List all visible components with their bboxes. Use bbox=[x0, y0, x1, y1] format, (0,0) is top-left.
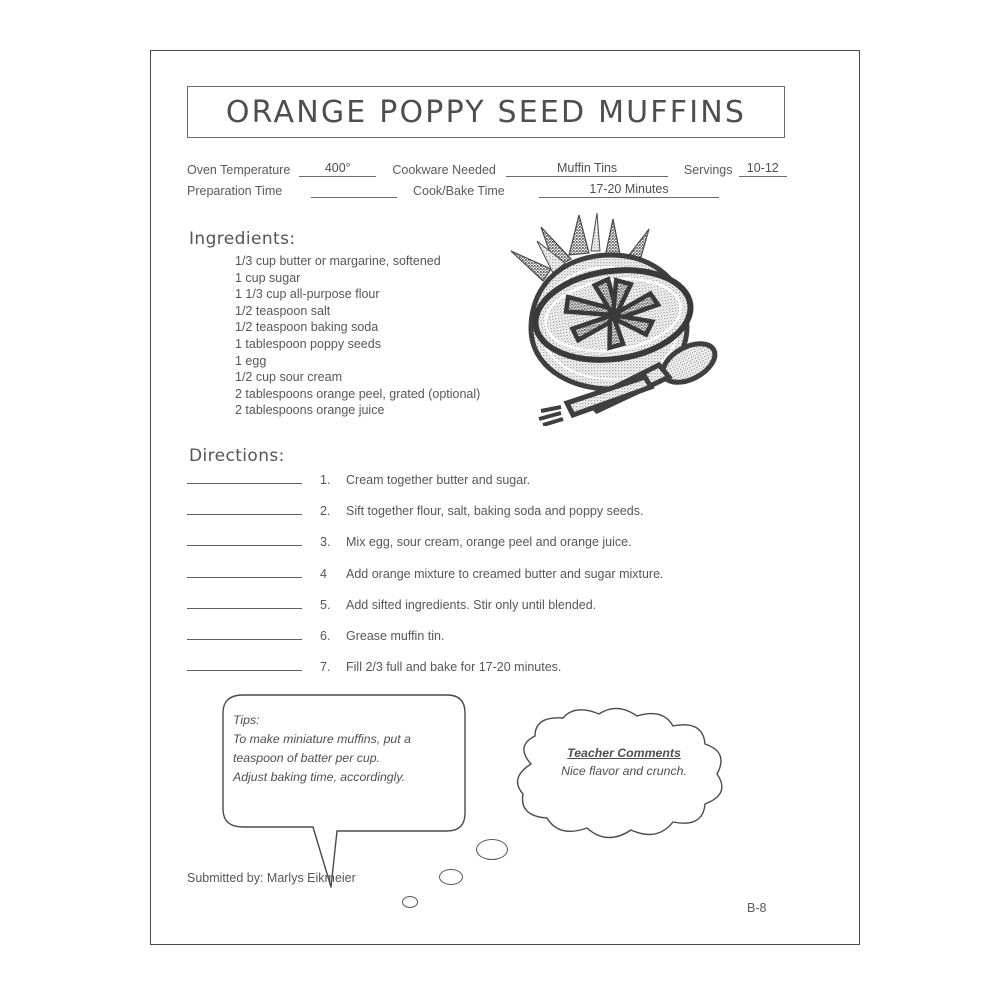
preparation-time-value[interactable] bbox=[311, 196, 397, 198]
halved-orange-with-spoon-and-fork-icon bbox=[501, 211, 731, 426]
step-number: 7. bbox=[320, 660, 331, 675]
list-item: 2 tablespoons orange peel, grated (optional) bbox=[235, 386, 481, 401]
list-item: 1 cup sugar bbox=[235, 270, 301, 285]
recipe-title-box bbox=[187, 86, 785, 138]
oven-temperature-label: Oven Temperature bbox=[187, 163, 291, 177]
step-text: Sift together flour, salt, baking soda and poppy seeds. bbox=[346, 504, 644, 519]
teacher-comments-body: Nice flavor and crunch. bbox=[561, 764, 687, 778]
recipe-meta-fields bbox=[187, 156, 787, 198]
tips-label: Tips: bbox=[233, 713, 260, 727]
step-number: 5. bbox=[320, 597, 331, 612]
step-number: 1. bbox=[320, 473, 331, 487]
step-checkoff-blank[interactable] bbox=[187, 502, 302, 515]
step-checkoff-blank[interactable] bbox=[187, 471, 302, 484]
servings-value[interactable]: 10-12 bbox=[739, 161, 787, 177]
thought-bubble-medium-icon bbox=[439, 869, 463, 885]
cook-bake-time-value[interactable]: 17-20 Minutes bbox=[539, 182, 719, 198]
direction-step bbox=[187, 533, 787, 564]
tips-speech-bubble bbox=[209, 691, 479, 891]
step-text: Add orange mixture to creamed butter and sugar mixture. bbox=[346, 566, 664, 581]
servings-label: Servings bbox=[683, 163, 733, 177]
step-text: Grease muffin tin. bbox=[346, 628, 445, 643]
step-checkoff-blank[interactable] bbox=[187, 533, 302, 546]
thought-bubble-small-icon bbox=[402, 896, 418, 908]
direction-step bbox=[187, 658, 787, 689]
page-number: B-8 bbox=[747, 901, 767, 915]
step-text: Add sifted ingredients. Stir only until blended. bbox=[346, 597, 597, 612]
tips-line-2: teaspoon of batter per cup. bbox=[233, 751, 380, 765]
list-item: 1 1/3 cup all-purpose flour bbox=[235, 287, 380, 302]
cook-bake-time-label: Cook/Bake Time bbox=[413, 184, 505, 198]
tips-line-1: To make miniature muffins, put a bbox=[233, 732, 411, 746]
step-text: Fill 2/3 full and bake for 17-20 minutes. bbox=[346, 660, 562, 675]
step-checkoff-blank[interactable] bbox=[187, 658, 302, 671]
step-checkoff-blank[interactable] bbox=[187, 627, 302, 640]
thought-bubble-large-icon bbox=[476, 839, 508, 860]
teacher-comments-cloud bbox=[491, 706, 751, 846]
tips-line-3: Adjust baking time, accordingly. bbox=[233, 770, 406, 784]
list-item: 1/2 cup sour cream bbox=[235, 370, 342, 385]
step-checkoff-blank[interactable] bbox=[187, 596, 302, 609]
direction-step bbox=[187, 565, 787, 596]
list-item: 1 egg bbox=[235, 353, 267, 368]
ingredients-heading: Ingredients: bbox=[189, 229, 296, 249]
step-text: Mix egg, sour cream, orange peel and orange juice. bbox=[346, 535, 632, 550]
direction-step bbox=[187, 596, 787, 627]
step-number: 4 bbox=[320, 566, 327, 581]
teacher-comments-text-block bbox=[539, 744, 709, 780]
preparation-time-label: Preparation Time bbox=[187, 184, 283, 198]
list-item: 1/2 teaspoon salt bbox=[235, 303, 331, 318]
meta-row-first bbox=[187, 156, 787, 177]
recipe-page-sheet bbox=[150, 50, 860, 945]
direction-step bbox=[187, 627, 787, 658]
step-number: 2. bbox=[320, 504, 331, 519]
teacher-comments-title: Teacher Comments bbox=[567, 746, 681, 760]
direction-step bbox=[187, 502, 787, 533]
list-item: 1 tablespoon poppy seeds bbox=[235, 336, 381, 351]
list-item: 1/3 cup butter or margarine, softened bbox=[235, 254, 441, 268]
page-title: ORANGE POPPY SEED MUFFINS bbox=[225, 94, 747, 130]
directions-heading: Directions: bbox=[189, 446, 285, 466]
directions-list bbox=[187, 471, 787, 689]
list-item: 2 tablespoons orange juice bbox=[235, 403, 385, 418]
step-text: Cream together butter and sugar. bbox=[346, 473, 531, 487]
tips-text-block bbox=[233, 711, 457, 787]
cookware-needed-value[interactable]: Muffin Tins bbox=[506, 161, 668, 177]
step-checkoff-blank[interactable] bbox=[187, 565, 302, 578]
list-item: 1/2 teaspoon baking soda bbox=[235, 320, 379, 335]
submitted-by-text: Submitted by: Marlys Eikmeier bbox=[187, 871, 356, 885]
meta-row-second bbox=[187, 177, 787, 198]
direction-step bbox=[187, 471, 787, 502]
step-number: 3. bbox=[320, 535, 331, 550]
cookware-needed-label: Cookware Needed bbox=[392, 163, 496, 177]
oven-temperature-value[interactable]: 400° bbox=[299, 161, 376, 177]
step-number: 6. bbox=[320, 628, 331, 643]
